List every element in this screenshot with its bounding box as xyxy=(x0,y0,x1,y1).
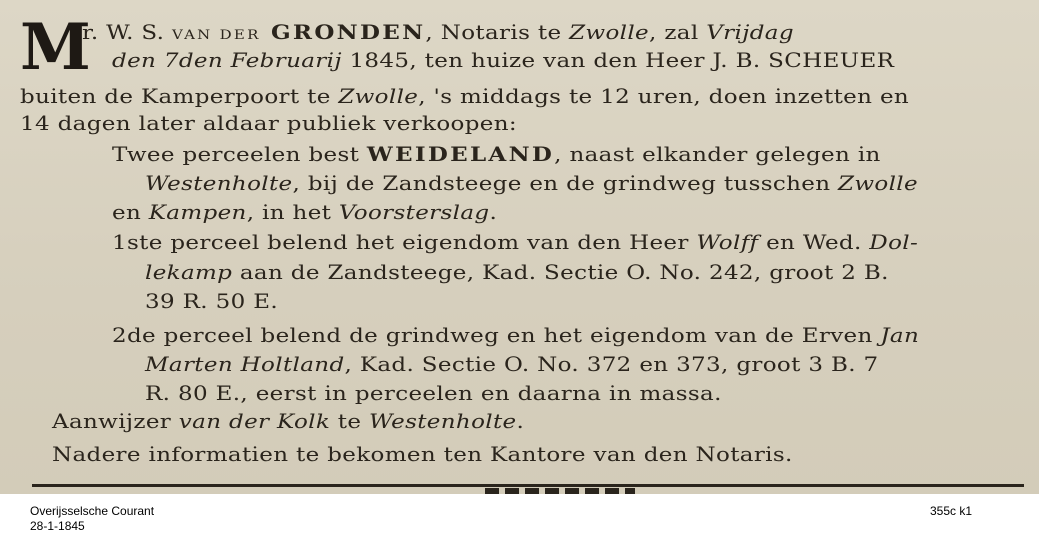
text-segment: te xyxy=(330,409,370,433)
text-segment: Aanwijzer xyxy=(52,409,179,433)
next-heading-fragment xyxy=(485,488,635,494)
text-segment: en xyxy=(112,200,149,224)
text-segment: buiten de Kamperpoort te xyxy=(20,84,339,108)
text-line xyxy=(145,352,879,376)
text-segment: 14 dagen later aldaar publiek verkoopen: xyxy=(20,111,517,135)
text-segment: van der Kolk xyxy=(178,409,331,433)
text-segment: . xyxy=(489,200,498,224)
text-segment: Zwolle xyxy=(569,20,650,44)
text-line xyxy=(20,111,517,135)
text-segment: Westenholte xyxy=(145,171,293,195)
text-segment: Twee perceelen best xyxy=(112,142,367,166)
text-segment: den 7den Februarij xyxy=(112,48,342,72)
text-segment: , Kad. Sectie O. No. 372 en 373, groot 3 B. 7 xyxy=(344,352,879,376)
text-line xyxy=(52,442,793,466)
footer-newspaper: Overijsselsche Courant xyxy=(30,504,155,518)
text-segment: en Wed. xyxy=(758,230,870,254)
text-segment: , bij de Zandsteege en de grindweg tusschen xyxy=(292,171,839,195)
text-segment: 39 R. 50 E. xyxy=(145,289,279,313)
text-segment: , in het xyxy=(246,200,339,224)
text-line xyxy=(145,171,918,195)
text-segment: Marten Holtland xyxy=(145,352,345,376)
text-line xyxy=(145,260,889,284)
text-segment: , naast elkander gelegen in xyxy=(554,142,881,166)
text-segment: lekamp xyxy=(145,260,233,284)
text-line xyxy=(20,84,909,108)
text-segment: Wolff xyxy=(696,230,759,254)
text-line xyxy=(52,409,524,433)
text-segment: Westenholte xyxy=(369,409,517,433)
text-segment: 1ste perceel belend het eigendom van den Heer xyxy=(112,230,697,254)
text-segment: , 's middags te 12 uren, doen inzetten en xyxy=(418,84,910,108)
text-segment: 1845, ten huize van den Heer J. B. SCHEUER xyxy=(341,48,895,72)
text-line xyxy=(145,289,278,313)
footer-date: 28-1-1845 xyxy=(30,519,85,533)
text-segment: 2de perceel belend de grindweg en het eigendom van de Erven xyxy=(112,323,881,347)
text-segment: R. 80 E., eerst in perceelen en daarna in massa. xyxy=(145,381,722,405)
text-line xyxy=(112,48,894,72)
text-segment: VAN DER xyxy=(172,28,261,43)
text-line xyxy=(112,142,881,166)
text-segment: Nadere informatien te bekomen ten Kantore van den Notaris. xyxy=(52,442,793,466)
text-segment: GRONDEN xyxy=(260,20,426,44)
text-segment: Jan xyxy=(880,323,920,347)
drop-cap-initial: M xyxy=(20,10,91,85)
text-segment: . xyxy=(516,409,525,433)
text-segment: Kampen xyxy=(148,200,247,224)
text-line xyxy=(112,323,919,347)
text-segment: aan de Zandsteege, Kad. Sectie O. No. 242, groot 2 B. xyxy=(232,260,889,284)
text-segment: WEIDELAND xyxy=(366,142,555,166)
text-segment: , zal xyxy=(649,20,707,44)
text-line xyxy=(112,200,497,224)
text-segment: r. W. S. xyxy=(82,20,173,44)
text-segment: Zwolle xyxy=(838,171,918,195)
text-line xyxy=(112,230,918,254)
text-segment: , Notaris te xyxy=(425,20,570,44)
text-segment: Dol- xyxy=(869,230,919,254)
text-segment: Voorsterslag xyxy=(338,200,490,224)
text-line xyxy=(82,20,794,44)
footer-reference: 355c k1 xyxy=(930,504,973,518)
text-segment: Zwolle xyxy=(338,84,419,108)
separator-rule xyxy=(32,484,1024,487)
text-line xyxy=(145,381,722,405)
text-segment: Vrijdag xyxy=(706,20,794,44)
